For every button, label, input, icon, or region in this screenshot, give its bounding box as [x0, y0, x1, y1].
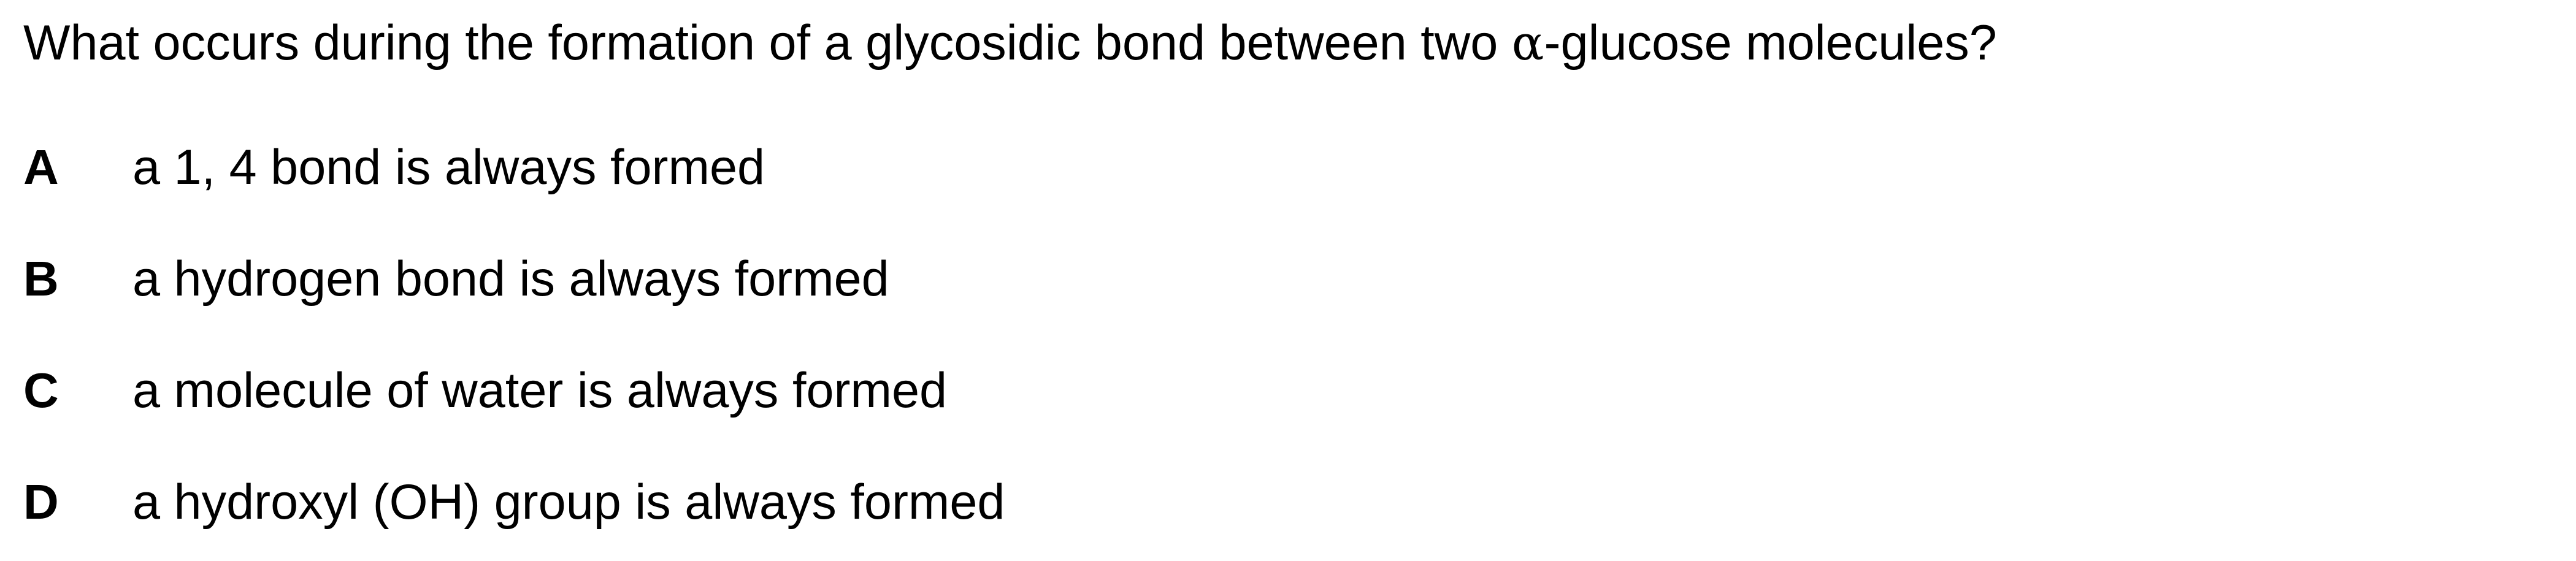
- option-a-text: a 1, 4 bond is always formed: [132, 140, 765, 195]
- question-text-after: -glucose molecules?: [1544, 15, 1997, 71]
- option-c-text: a molecule of water is always formed: [132, 363, 948, 418]
- question-text-before: What occurs during the formation of a glycosidic bond between two: [23, 15, 1512, 71]
- option-c[interactable]: [23, 363, 1863, 427]
- option-d[interactable]: [23, 475, 1863, 539]
- option-d-text: a hydroxyl (OH) group is always formed: [132, 475, 1005, 530]
- option-a-letter: A: [23, 140, 59, 194]
- option-b-letter: B: [23, 251, 59, 306]
- option-a[interactable]: [23, 140, 1863, 204]
- alpha-symbol: α: [1511, 16, 1544, 71]
- option-b[interactable]: [23, 251, 1863, 316]
- option-b-text: a hydrogen bond is always formed: [132, 251, 889, 307]
- option-d-letter: D: [23, 475, 59, 529]
- option-c-letter: C: [23, 363, 59, 418]
